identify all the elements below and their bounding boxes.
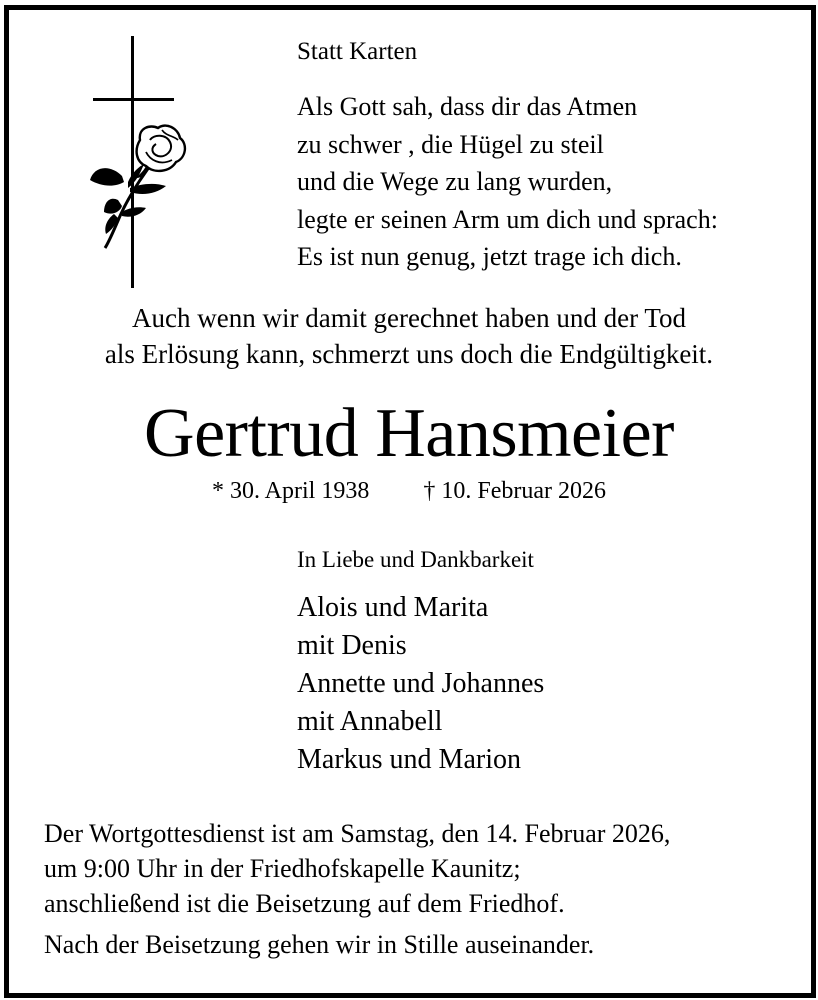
family-line: mit Annabell [297, 706, 443, 737]
family-line: mit Denis [297, 630, 407, 661]
family-line: Markus und Marion [297, 744, 521, 775]
poem-line: zu schwer , die Hügel zu steil [297, 129, 604, 159]
family-line: Annette und Johannes [297, 668, 545, 699]
love-line: In Liebe und Dankbarkeit [297, 547, 534, 572]
death-date: † 10. Februar 2026 [423, 478, 606, 504]
intro-line: Auch wenn wir damit gerechnet haben und der Tod [132, 303, 686, 333]
notice-heading: Statt Karten [297, 38, 418, 65]
service-info [44, 816, 670, 921]
poem [297, 88, 718, 276]
deceased-name: Gertrud Hansmeier [144, 395, 674, 472]
service-line: Der Wortgottesdienst ist am Samstag, den 14. Februar 2026, [44, 819, 671, 848]
birth-date: * 30. April 1938 [212, 478, 370, 504]
service-line: anschließend ist die Beisetzung auf dem Friedhof. [44, 889, 565, 918]
intro-line: als Erlösung kann, schmerzt uns doch die Endgültigkeit. [104, 339, 714, 369]
poem-line: und die Wege zu lang wurden, [297, 167, 613, 196]
poem-line: Es ist nun genug, jetzt trage ich dich. [297, 242, 682, 271]
closing-line: Nach der Beisetzung gehen wir in Stille auseinander. [44, 930, 595, 959]
life-dates [0, 478, 818, 505]
cross-with-rose-icon [84, 36, 194, 291]
service-line: um 9:00 Uhr in der Friedhofskapelle Kaunitz; [44, 854, 521, 883]
family-line: Alois und Marita [297, 592, 489, 623]
family-list [297, 589, 544, 779]
intro-text [0, 300, 818, 372]
poem-line: legte er seinen Arm um dich und sprach: [297, 204, 718, 234]
poem-line: Als Gott sah, dass dir das Atmen [297, 92, 638, 121]
